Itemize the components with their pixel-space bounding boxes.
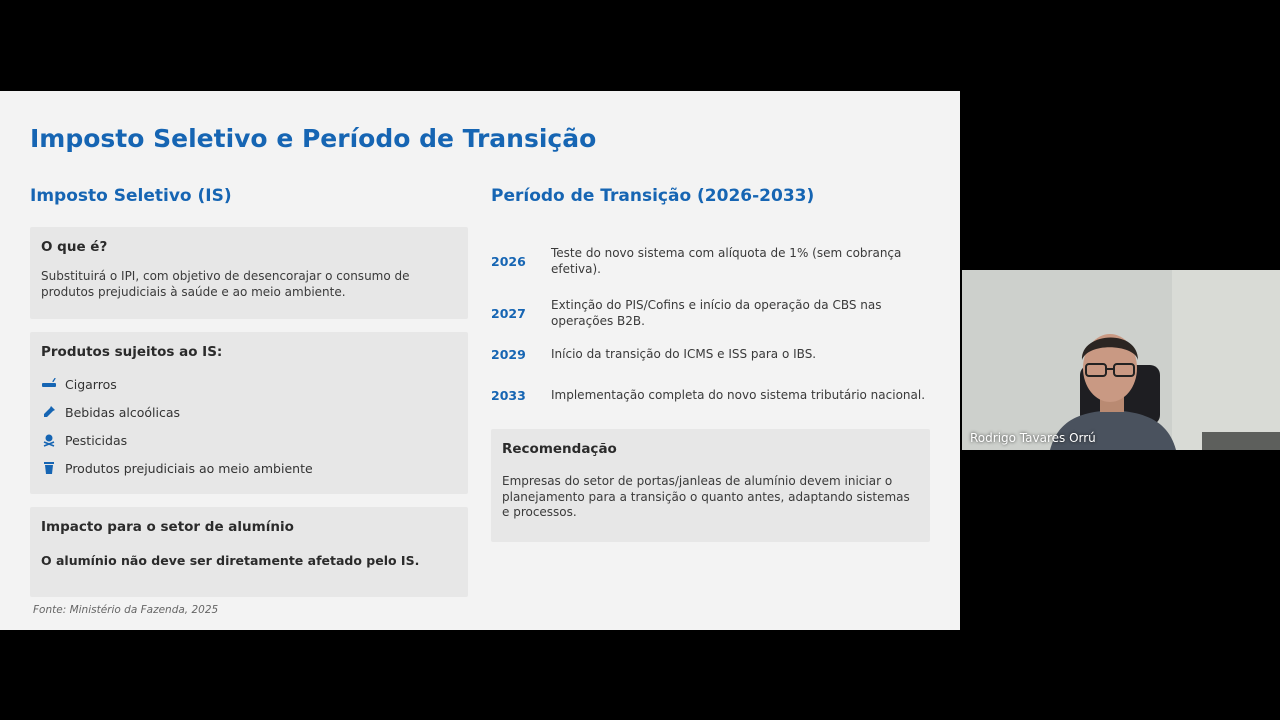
cigarette-icon (41, 377, 57, 391)
products-list (41, 370, 457, 482)
presentation-slide (0, 91, 960, 630)
timeline-text: Teste do novo sistema com alíquota de 1% (sem cobrança efetiva). (551, 246, 902, 276)
list-item (41, 370, 457, 398)
recommendation-title: Recomendação (502, 441, 617, 457)
bottle-icon (41, 405, 57, 419)
timeline-year: 2027 (491, 306, 526, 321)
timeline-item-2029 (491, 347, 931, 363)
participant-video-tile[interactable] (962, 270, 1280, 450)
product-label: Bebidas alcoólicas (65, 404, 181, 420)
impact-text: O alumínio não deve ser diretamente afetado pelo IS. (41, 553, 420, 568)
list-item (41, 426, 457, 454)
trash-icon (41, 461, 57, 475)
list-item (41, 454, 457, 482)
slide-title: Imposto Seletivo e Período de Transição (30, 124, 597, 153)
timeline-text: Início da transição do ICMS e ISS para o IBS. (551, 347, 817, 361)
impact-card (30, 507, 468, 597)
timeline-item-2026 (491, 246, 931, 277)
timeline-year: 2029 (491, 347, 526, 363)
is-heading: Imposto Seletivo (IS) (30, 186, 232, 206)
timeline-year: 2026 (491, 254, 526, 269)
products-title: Produtos sujeitos ao IS: (41, 344, 223, 360)
source-note: Fonte: Ministério da Fazenda, 2025 (33, 604, 219, 616)
impact-title: Impacto para o setor de alumínio (41, 519, 294, 535)
products-card (30, 332, 468, 494)
timeline-text: Implementação completa do novo sistema tributário nacional. (551, 388, 926, 402)
participant-video (962, 270, 1280, 450)
what-is-card (30, 227, 468, 319)
what-is-title: O que é? (41, 239, 108, 255)
product-label: Produtos prejudiciais ao meio ambiente (65, 460, 313, 476)
timeline-item-2027 (491, 298, 931, 329)
product-label: Cigarros (65, 376, 117, 392)
product-label: Pesticidas (65, 432, 128, 448)
skull-crossbones-icon (41, 433, 57, 447)
timeline-item-2033 (491, 388, 931, 404)
participant-name: Rodrigo Tavares Orrú (970, 431, 1096, 445)
list-item (41, 398, 457, 426)
timeline-year: 2033 (491, 388, 526, 404)
recommendation-card (491, 429, 930, 542)
what-is-text: Substituirá o IPI, com objetivo de desencorajar o consumo de produtos prejudiciais à saúde e ao meio ambiente. (41, 269, 410, 299)
recommendation-text: Empresas do setor de portas/janleas de alumínio devem iniciar o planejamento para a transição o quanto antes, adaptando sistemas e processos. (502, 474, 910, 519)
timeline-text: Extinção do PIS/Cofins e início da operação da CBS nas operações B2B. (551, 298, 882, 328)
transition-heading: Período de Transição (2026-2033) (491, 186, 815, 206)
